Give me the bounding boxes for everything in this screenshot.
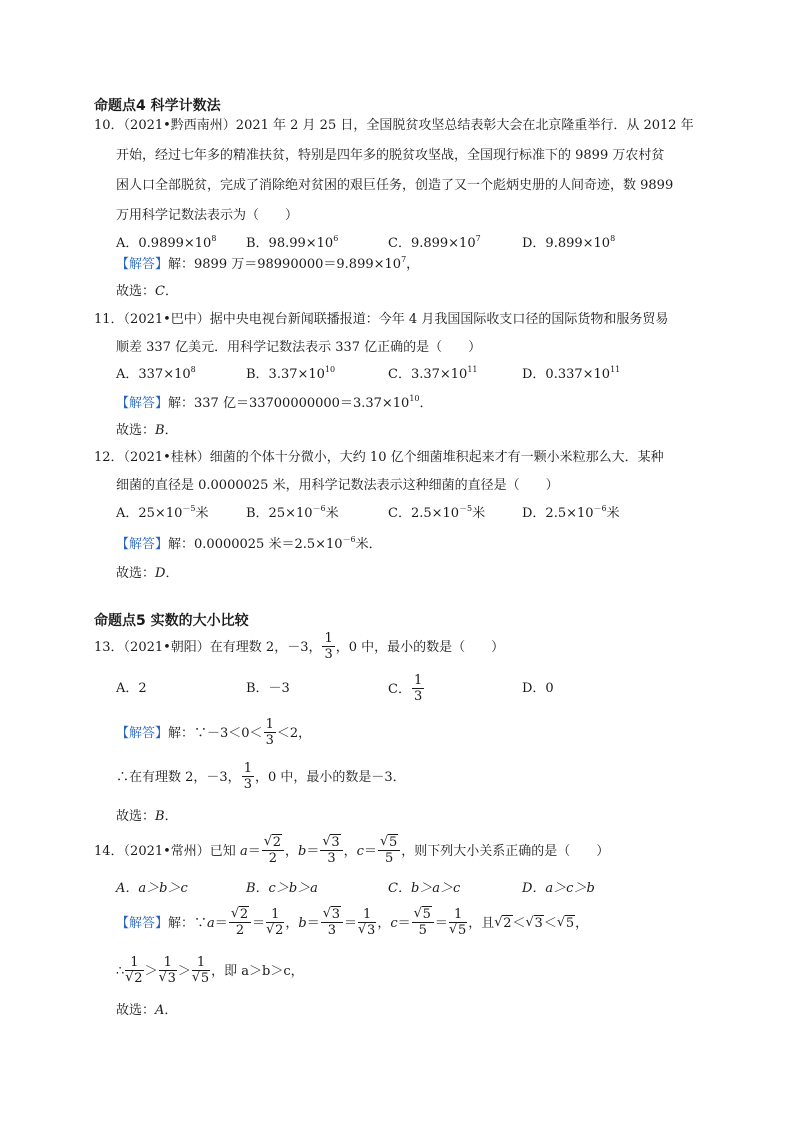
q12-line1: 12．（2021•桂林）细菌的个体十分微小，大约 10 亿个细菌堆积起来才有一颗小米粒那么大．某种 (94, 450, 664, 465)
q14-line1: 14．（2021•常州）已知 a＝ √ 2 2 ，b＝ √ 3 3 ，c＝ √ 5 5 ，则下列大小关系正确的是（ ） (94, 834, 610, 866)
q12-choice: 故选：D． (116, 566, 179, 581)
q10-option-a: A．$0.9899\times 10^8$ (116, 234, 217, 251)
section-heading-5: 命题点5 实数的大小比较 (94, 613, 249, 629)
q14-answer: 【解答】解：∵a＝ √ 2 2 ＝ 1 √ 2 ，b＝ √ 3 3 ＝ 1 √ 3 ，c＝ √ 5 5 ＝ 1 √ 5 ，且 √ 2＜ √ 3＜ √ 5， (116, 906, 589, 938)
q13-answer: 【解答】解：∵－3＜0＜ $\frac{1}{3}$ ＜2， (116, 717, 312, 748)
q13-option-d: D．0 (522, 681, 554, 696)
answer-tag: 【解答】 (116, 537, 169, 552)
answer-tag: 【解答】 (116, 916, 169, 931)
q11-line1: 11．（2021•巴中）据中央电视台新闻联播报道：今年 4 月我国国际收支口径的国际货物和服务贸易 (94, 312, 669, 327)
answer-tag: 【解答】 (116, 726, 169, 741)
q11-option-a: A．$337\times 10^8$ (116, 365, 196, 382)
q11-line2: 顺差 337 亿美元．用科学记数法表示 337 亿正确的是（ ） (116, 340, 482, 355)
q14-option-b: B．c＞b＞a (246, 881, 318, 896)
q10-option-c: C．$9.899\times 10^7$ (388, 234, 481, 251)
answer-tag: 【解答】 (116, 396, 169, 411)
answer-tag: 【解答】 (116, 257, 169, 272)
q11-option-b: B．$3.37\times 10^{10}$ (246, 365, 336, 382)
q10-option-d: D．$9.899\times 10^8$ (522, 234, 616, 251)
q14-option-c: C．b＞a＞c (388, 881, 461, 896)
q10-line4: 万用科学记数法表示为（ ） (116, 208, 299, 223)
q10-answer: 【解答】解：9899 万$=98990000=9.899\times 10^7$， (116, 255, 420, 272)
q14-therefore: ∴ 1 √ 2 ＞ 1 √ 3 ＞ 1 √ 5 ，即 a＞b＞c， (116, 955, 304, 986)
fraction-one-third: $\frac{1}{3}$ (324, 631, 333, 662)
q13-choice: 故选：B． (116, 809, 178, 824)
q11-choice: 故选：B． (116, 423, 178, 438)
q14-option-a: A．a＞b＞c (116, 881, 188, 896)
q13-option-b: B．－3 (246, 681, 290, 696)
q14-choice: 故选：A． (116, 1003, 178, 1018)
q10-option-b: B．$98.99\times 10^6$ (246, 234, 339, 251)
q12-option-a: A．$25\times 10^{-5}$米 (116, 504, 209, 521)
q11-option-c: C．$3.37\times 10^{11}$ (388, 365, 478, 382)
q10-line1: 10．（2021•黔西南州）2021 年 2 月 25 日，全国脱贫攻坚总结表彰大会在北京隆重举行．从 2012 年 (94, 118, 694, 133)
q14-option-d: D．a＞c＞b (522, 881, 595, 896)
q12-line2: 细菌的直径是 0.0000025 米，用科学记数法表示这种细菌的直径是（ ） (116, 478, 559, 493)
q11-answer: 【解答】解：337 亿$=33700000000=3.37\times 10^{10}$． (116, 394, 433, 411)
q13-option-a: A．2 (116, 681, 147, 696)
q12-option-c: C．$2.5\times 10^{-5}$米 (388, 504, 486, 521)
q11-option-d: D．$0.337\times 10^{11}$ (522, 365, 621, 382)
q12-option-d: D．$2.5\times 10^{-6}$米 (522, 504, 620, 521)
q10-choice: 故选：C． (116, 284, 178, 299)
q13-option-c: C． $\frac{1}{3}$ (388, 673, 423, 704)
q12-answer: 【解答】解：0.0000025 米$=2.5\times 10^{-6}$米． (116, 535, 382, 552)
q12-option-b: B．$25\times 10^{-6}$米 (246, 504, 339, 521)
section-heading-4: 命题点4 科学计数法 (94, 98, 221, 114)
q10-line3: 困人口全部脱贫，完成了消除绝对贫困的艰巨任务，创造了又一个彪炳史册的人间奇迹，数 9899 (116, 178, 674, 193)
q10-line2: 开始，经过七年多的精准扶贫，特别是四年多的脱贫攻坚战，全国现行标准下的 9899 万农村贫 (116, 148, 665, 163)
q13-therefore: ∴在有理数 2，－3， $\frac{1}{3}$ ，0 中，最小的数是－3． (116, 761, 406, 792)
q13-line1: 13．（2021•朝阳）在有理数 2，－3， $\frac{1}{3}$ ，0 中，最小的数是（ ） (94, 631, 505, 662)
